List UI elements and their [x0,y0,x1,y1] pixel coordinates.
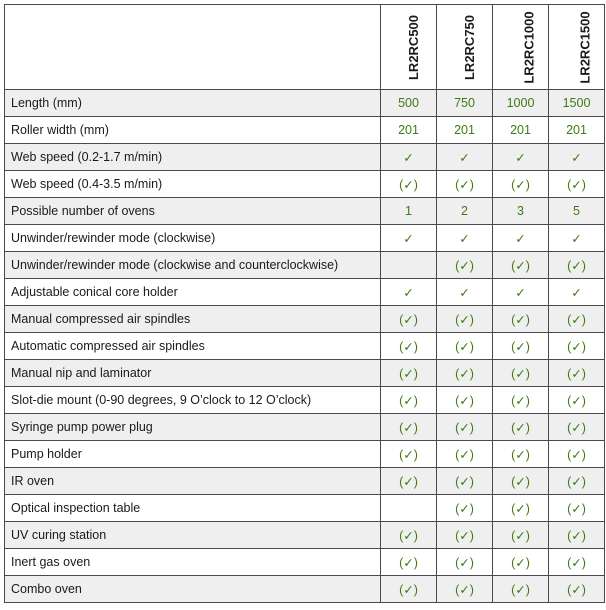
table-row [5,117,605,144]
value-cell: (✓) [381,414,437,441]
table-row [5,90,605,117]
value-cell: (✓) [437,522,493,549]
table-row [5,495,605,522]
value-cell: 500 [381,90,437,117]
model-name: LR2RC1000 [521,10,537,84]
feature-label: Possible number of ovens [5,198,381,225]
table-row [5,279,605,306]
value-cell: (✓) [381,549,437,576]
table-row [5,549,605,576]
table-row [5,198,605,225]
table-row [5,360,605,387]
value-cell: (✓) [437,495,493,522]
value-cell: ✓ [549,279,605,306]
model-header-cell [381,5,437,90]
feature-label: Roller width (mm) [5,117,381,144]
value-cell: 1000 [493,90,549,117]
table-row [5,387,605,414]
table-row [5,144,605,171]
spec-table-body [5,90,605,603]
value-cell: (✓) [437,306,493,333]
value-cell: (✓) [437,468,493,495]
table-row [5,252,605,279]
feature-label: Manual nip and laminator [5,360,381,387]
value-cell: (✓) [493,306,549,333]
value-cell [381,495,437,522]
value-cell: 201 [381,117,437,144]
value-cell: (✓) [549,441,605,468]
value-cell [381,252,437,279]
table-row [5,468,605,495]
value-cell: (✓) [493,387,549,414]
value-cell: 201 [437,117,493,144]
value-cell: ✓ [493,279,549,306]
value-cell: ✓ [437,225,493,252]
value-cell: ✓ [381,225,437,252]
feature-label: Inert gas oven [5,549,381,576]
value-cell: (✓) [381,441,437,468]
value-cell: (✓) [549,522,605,549]
value-cell: (✓) [549,495,605,522]
value-cell: (✓) [381,171,437,198]
value-cell: (✓) [549,306,605,333]
value-cell: 2 [437,198,493,225]
feature-label: Length (mm) [5,90,381,117]
value-cell: (✓) [381,387,437,414]
spec-table [4,4,605,603]
feature-label: Combo oven [5,576,381,603]
value-cell: (✓) [549,252,605,279]
table-row [5,333,605,360]
model-header-cell [493,5,549,90]
table-row [5,171,605,198]
model-name: LR2RC1500 [577,10,593,84]
value-cell: (✓) [493,252,549,279]
header-corner-cell [5,5,381,90]
value-cell: (✓) [549,360,605,387]
value-cell: (✓) [381,333,437,360]
value-cell: (✓) [493,360,549,387]
value-cell: (✓) [493,522,549,549]
value-cell: ✓ [549,225,605,252]
feature-label: Slot-die mount (0-90 degrees, 9 O’clock to 12 O’clock) [5,387,381,414]
value-cell: 1500 [549,90,605,117]
table-row [5,576,605,603]
value-cell: 3 [493,198,549,225]
value-cell: (✓) [437,549,493,576]
table-row [5,225,605,252]
value-cell: ✓ [493,144,549,171]
feature-label: Optical inspection table [5,495,381,522]
feature-label: Web speed (0.2-1.7 m/min) [5,144,381,171]
value-cell: (✓) [437,576,493,603]
value-cell: (✓) [549,468,605,495]
feature-label: Unwinder/rewinder mode (clockwise) [5,225,381,252]
table-row [5,522,605,549]
value-cell: (✓) [549,414,605,441]
value-cell: 750 [437,90,493,117]
value-cell: 1 [381,198,437,225]
value-cell: (✓) [493,468,549,495]
value-cell: ✓ [549,144,605,171]
value-cell: ✓ [381,144,437,171]
value-cell: (✓) [381,522,437,549]
feature-label: Unwinder/rewinder mode (clockwise and counterclockwise) [5,252,381,279]
value-cell: (✓) [381,306,437,333]
value-cell: (✓) [437,387,493,414]
value-cell: (✓) [437,360,493,387]
value-cell: (✓) [493,549,549,576]
value-cell: (✓) [549,549,605,576]
value-cell: (✓) [381,468,437,495]
feature-label: Web speed (0.4-3.5 m/min) [5,171,381,198]
model-header-cell [437,5,493,90]
feature-label: Automatic compressed air spindles [5,333,381,360]
table-row [5,441,605,468]
value-cell: (✓) [549,333,605,360]
value-cell: (✓) [549,387,605,414]
feature-label: Adjustable conical core holder [5,279,381,306]
value-cell: (✓) [437,414,493,441]
value-cell: ✓ [381,279,437,306]
value-cell: (✓) [381,360,437,387]
feature-label: Manual compressed air spindles [5,306,381,333]
value-cell: 201 [493,117,549,144]
value-cell: (✓) [493,333,549,360]
value-cell: (✓) [493,414,549,441]
value-cell: (✓) [437,171,493,198]
value-cell: (✓) [493,576,549,603]
value-cell: 5 [549,198,605,225]
feature-label: Syringe pump power plug [5,414,381,441]
table-row [5,306,605,333]
model-name: LR2RC500 [406,14,422,80]
value-cell: (✓) [493,441,549,468]
model-name: LR2RC750 [462,14,478,80]
value-cell: (✓) [549,576,605,603]
value-cell: 201 [549,117,605,144]
value-cell: (✓) [437,252,493,279]
model-header-cell [549,5,605,90]
value-cell: ✓ [437,144,493,171]
feature-label: Pump holder [5,441,381,468]
value-cell: (✓) [549,171,605,198]
value-cell: (✓) [493,171,549,198]
value-cell: ✓ [493,225,549,252]
header-row [5,5,605,90]
table-row [5,414,605,441]
value-cell: (✓) [437,333,493,360]
value-cell: (✓) [493,495,549,522]
value-cell: ✓ [437,279,493,306]
feature-label: UV curing station [5,522,381,549]
value-cell: (✓) [381,576,437,603]
feature-label: IR oven [5,468,381,495]
value-cell: (✓) [437,441,493,468]
